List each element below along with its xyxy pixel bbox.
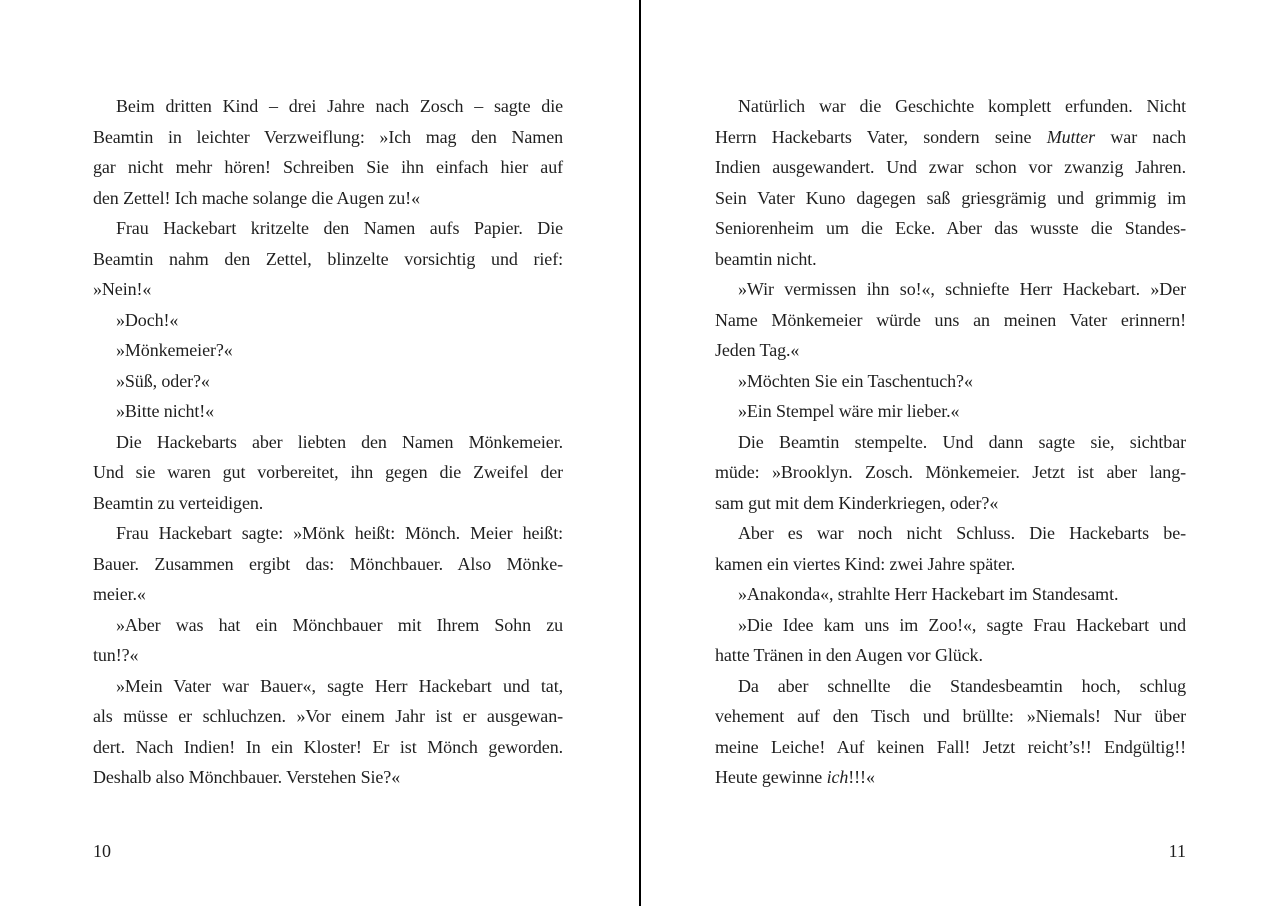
text-line: Und sie waren gut vorbereitet, ihn gegen die Zweifel der (93, 462, 563, 482)
text-line: »Die Idee kam uns im Zoo!«, sagte Frau Hackebart und (738, 614, 1186, 635)
text-line: Indien ausgewandert. Und zwar schon vor zwanzig Jahren. (715, 157, 1186, 177)
text-line: hatte Tränen in den Augen vor Glück. (715, 645, 983, 665)
text-line: beamtin nicht. (715, 248, 817, 269)
text-line: Da aber schnellte die Standesbeamtin hoch, schlug (738, 675, 1186, 696)
right-page-text (715, 91, 1186, 793)
text-line: meier.« (93, 584, 146, 604)
text-line: vehement auf den Tisch und brüllte: »Niemals! Nur über (715, 706, 1186, 726)
text-line: müde: »Brooklyn. Zosch. Mönkemeier. Jetzt ist aber lang- (715, 462, 1186, 482)
text-line: Beim dritten Kind – drei Jahre nach Zosch – sagte die (116, 96, 563, 116)
text-line: dert. Nach Indien! In ein Kloster! Er ist Mönch geworden. (93, 736, 563, 757)
text-line: Herrn Hackebarts Vater, sondern seine Mutter war nach (715, 126, 1186, 147)
text-line: Beamtin nahm den Zettel, blinzelte vorsichtig und rief: (93, 248, 563, 269)
text-line: den Zettel! Ich mache solange die Augen zu!« (93, 187, 420, 208)
text-line: »Nein!« (93, 279, 152, 299)
text-line: Name Mönkemeier würde uns an meinen Vater erinnern! (715, 309, 1186, 330)
text-line: Jeden Tag.« (715, 340, 800, 360)
text-line: Heute gewinne ich!!!« (715, 767, 875, 787)
text-line: Beamtin zu verteidigen. (93, 492, 264, 513)
text-line: »Bitte nicht!« (116, 401, 215, 421)
text-line: »Mönkemeier?« (116, 340, 233, 360)
text-line: Die Hackebarts aber liebten den Namen Mönkemeier. (116, 431, 563, 452)
left-page-text (93, 91, 563, 793)
text-line: »Möchten Sie ein Taschentuch?« (738, 370, 973, 391)
text-line: meine Leiche! Auf keinen Fall! Jetzt reicht’s!! Endgültig!! (715, 736, 1186, 757)
text-line: Frau Hackebart sagte: »Mönk heißt: Mönch. Meier heißt: (116, 523, 563, 543)
text-line: »Aber was hat ein Mönchbauer mit Ihrem Sohn zu (116, 614, 563, 635)
text-line: Beamtin in leichter Verzweiflung: »Ich mag den Namen (93, 126, 563, 147)
text-line: als müsse er schluchzen. »Vor einem Jahr ist er ausgewan- (93, 706, 563, 726)
text-line: »Ein Stempel wäre mir lieber.« (738, 401, 960, 421)
text-line: Aber es war noch nicht Schluss. Die Hackebarts be- (738, 523, 1186, 543)
text-line: tun!?« (93, 645, 139, 665)
text-line: Die Beamtin stempelte. Und dann sagte sie, sichtbar (738, 431, 1186, 452)
right-page-number: 11 (1168, 841, 1186, 861)
text-line: Bauer. Zusammen ergibt das: Mönchbauer. Also Mönke- (93, 553, 563, 574)
text-line: sam gut mit dem Kinderkriegen, oder?« (715, 492, 999, 513)
text-line: Seniorenheim um die Ecke. Aber das wusste die Standes- (715, 218, 1186, 238)
text-line: Deshalb also Mönchbauer. Verstehen Sie?« (93, 767, 401, 787)
text-line: »Doch!« (116, 309, 179, 330)
text-line: »Süß, oder?« (116, 370, 210, 391)
text-line: »Anakonda«, strahlte Herr Hackebart im Standesamt. (738, 584, 1119, 604)
text-line: Natürlich war die Geschichte komplett erfunden. Nicht (738, 96, 1186, 116)
text-line: Frau Hackebart kritzelte den Namen aufs Papier. Die (116, 218, 563, 238)
text-line: Sein Vater Kuno dagegen saß griesgrämig und grimmig im (715, 187, 1186, 208)
text-line: »Mein Vater war Bauer«, sagte Herr Hackebart und tat, (116, 675, 563, 696)
text-line: »Wir vermissen ihn so!«, schniefte Herr Hackebart. »Der (738, 279, 1186, 299)
left-page-number: 10 (93, 841, 111, 861)
text-line: kamen ein viertes Kind: zwei Jahre später. (715, 553, 1016, 574)
text-line: gar nicht mehr hören! Schreiben Sie ihn einfach hier auf (93, 157, 563, 177)
page-divider (639, 0, 641, 906)
